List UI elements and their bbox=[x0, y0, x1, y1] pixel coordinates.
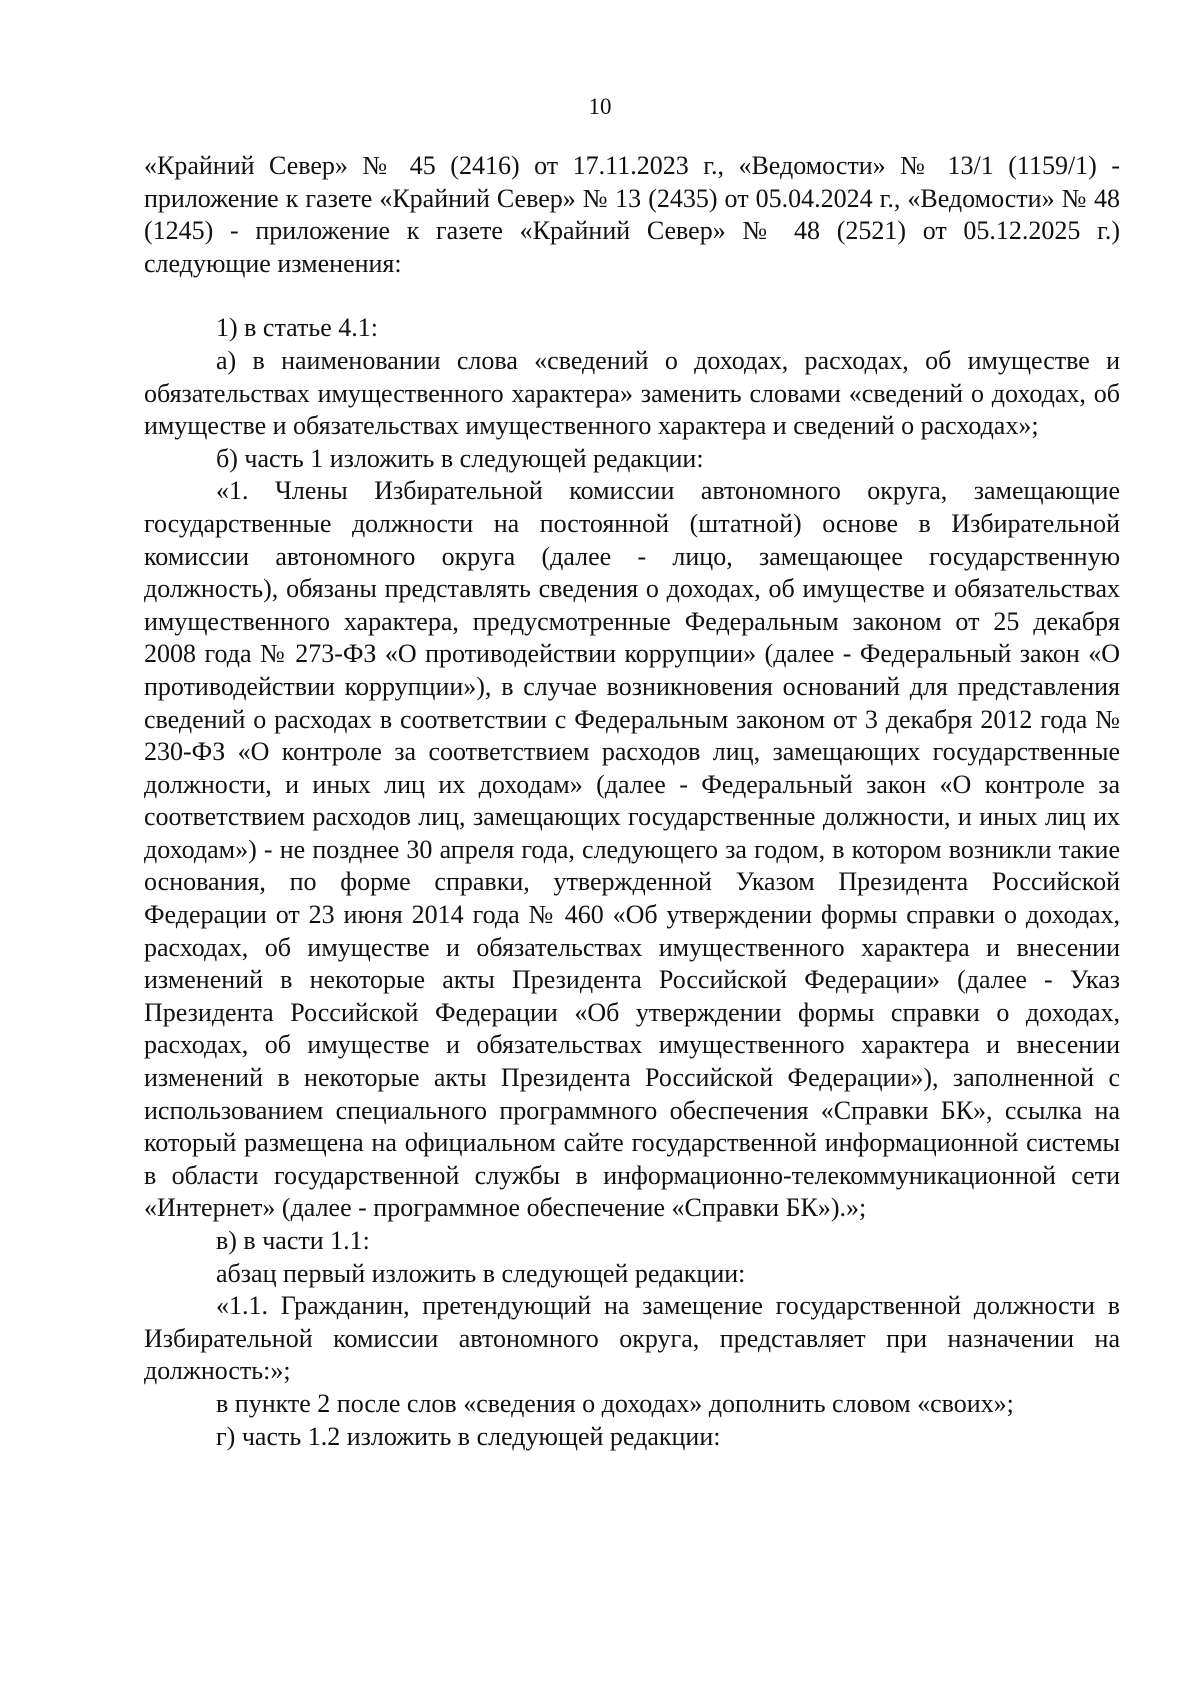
document-body bbox=[144, 150, 1120, 1453]
paragraph-point-2: в пункте 2 после слов «сведения о доходах» дополнить словом «своих»; bbox=[216, 1388, 1014, 1418]
paragraph-subitem-b: б) часть 1 изложить в следующей редакции: bbox=[216, 443, 704, 473]
page-number: 10 bbox=[588, 94, 612, 119]
paragraph-subitem-a: а) в наименовании слова «сведений о доходах, расходах, об имуществе и обязательствах имущественного характера» заменить словами «сведений о доходах, об имуществе и обязательствах имущественного характера и сведений о расходах»; bbox=[144, 345, 1120, 441]
paragraph-gap bbox=[144, 280, 1120, 312]
paragraph-part-1-text: «1. Члены Избирательной комиссии автономного округа, замещающие государственные должности на постоянной (штатной) основе в Избирательной комиссии автономного округа (далее - лицо, замещающее государственную должность), обязаны представлять сведения о доходах, об имуществе и обязательствах имущественного характера, предусмотренные Федеральным законом от 25 декабря 2008 года № 273-ФЗ «О противодействии коррупции» (далее - Федеральный закон «О противодействии коррупции»), в случае возникновения оснований для представления сведений о расходах в соответствии с Федеральным законом от 3 декабря 2012 года № 230-ФЗ «О контроле за соответствием расходов лиц, замещающих государственные должности, и иных лиц их доходам» (далее - Федеральный закон «О контроле за соответствием расходов лиц, замещающих государственные должности, и иных лиц их доходам») - не позднее 30 апреля года, следующего за годом, в котором возникли такие основания, по форме справки, утвержденной Указом Президента Российской Федерации от 23 июня 2014 года № 460 «Об утверждении формы справки о доходах, расходах, об имуществе и обязательствах имущественного характера и внесении изменений в некоторые акты Президента Российской Федерации» (далее - Указ Президента Российской Федерации «Об утверждении формы справки о доходах, расходах, об имуществе и обязательствах имущественного характера и внесении изменений в некоторые акты Президента Российской Федерации»), заполненной с использованием специального программного обеспечения «Справки БК», ссылка на который размещена на официальном сайте государственной информационной системы в области государственной службы в информационно-телекоммуникационной сети «Интернет» (далее - программное обеспечение «Справки БК»).»; bbox=[144, 476, 1120, 1223]
paragraph-abzac-first: абзац первый изложить в следующей редакции: bbox=[216, 1258, 746, 1288]
paragraph-subitem-g: г) часть 1.2 изложить в следующей редакции: bbox=[216, 1421, 721, 1451]
paragraph-item-1: 1) в статье 4.1: bbox=[216, 313, 379, 343]
paragraph-amendment-sources: «Крайний Север» № 45 (2416) от 17.11.2023 г., «Ведомости» № 13/1 (1159/1) - приложение к газете «Крайний Север» № 13 (2435) от 05.04.2024 г., «Ведомости» № 48 (1245) - приложение к газете «Крайний Север» № 48 (2521) от 05.12.2025 г.) следующие изменения: bbox=[144, 151, 1120, 278]
paragraph-part-1-1-text: «1.1. Гражданин, претендующий на замещение государственной должности в Избирательной комиссии автономного округа, представляет при назначении на должность:»; bbox=[144, 1291, 1120, 1386]
paragraph-subitem-v: в) в части 1.1: bbox=[216, 1226, 370, 1255]
